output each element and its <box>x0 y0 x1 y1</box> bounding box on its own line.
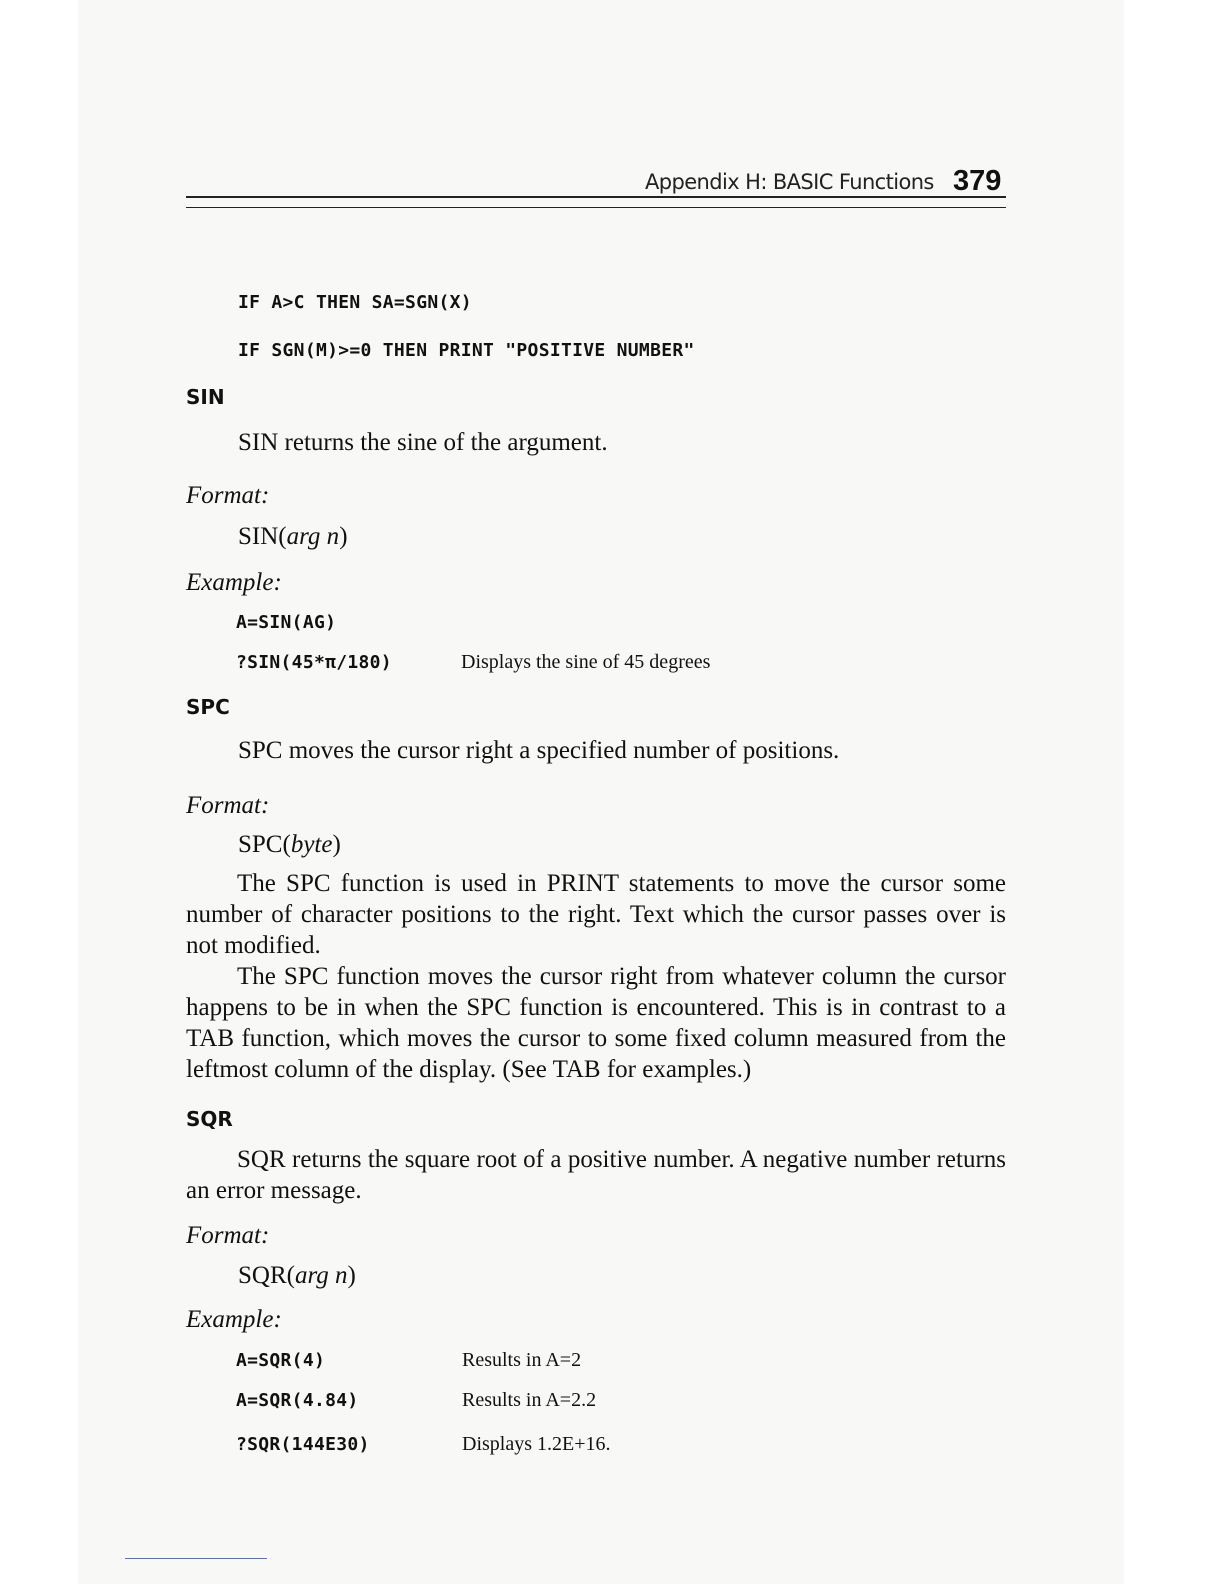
code-line: A=SIN(AG) <box>236 612 337 633</box>
spc-paragraph-2: The SPC function moves the cursor right from whatever column the cursor happens to be in when the SPC function is encountered. This is in contrast to a TAB function, which moves the cursor to some fixed column measured from the leftmost column of the display. (See TAB for examples.) <box>186 963 1006 1083</box>
running-header-title: Appendix H: BASIC Functions <box>645 170 934 194</box>
spc-description: SPC moves the cursor right a specified number of positions. <box>238 737 840 764</box>
format-argument: arg n <box>294 1262 348 1289</box>
format-argument: byte <box>290 831 333 858</box>
scan-artifact-line <box>125 1558 267 1559</box>
code-line: IF SGN(M)>=0 THEN PRINT "POSITIVE NUMBER" <box>238 340 695 361</box>
format-function-name: SPC <box>238 831 283 858</box>
sqr-format-syntax: SQR(arg n) <box>238 1262 356 1289</box>
spc-format-label: Format: <box>186 792 270 819</box>
example-note: Displays the sine of 45 degrees <box>461 651 711 673</box>
code-line: ?SIN(45*π/180) <box>236 652 392 673</box>
example-note: Displays 1.2E+16. <box>462 1433 611 1455</box>
header-rule-bottom <box>186 207 1006 208</box>
keyword-heading-sin: SIN <box>186 385 225 409</box>
format-function-name: SQR <box>238 1262 287 1289</box>
code-line: A=SQR(4) <box>236 1350 326 1371</box>
keyword-heading-sqr: SQR <box>186 1107 233 1131</box>
sqr-example-label: Example: <box>186 1306 282 1333</box>
format-argument: arg n <box>286 523 340 550</box>
code-line: ?SQR(144E30) <box>236 1434 370 1455</box>
spc-format-syntax: SPC(byte) <box>238 831 341 858</box>
sin-example-label: Example: <box>186 569 282 596</box>
spc-paragraph-1: The SPC function is used in PRINT statements to move the cursor some number of character positions to the right. Text which the cursor passes over is not modified. <box>186 870 1006 959</box>
example-note: Results in A=2 <box>462 1349 582 1371</box>
sin-description: SIN returns the sine of the argument. <box>238 429 608 456</box>
format-function-name: SIN <box>238 523 279 550</box>
code-line: IF A>C THEN SA=SGN(X) <box>238 292 472 313</box>
sin-format-label: Format: <box>186 482 270 509</box>
sqr-format-label: Format: <box>186 1222 270 1249</box>
header-rule-top <box>186 196 1006 198</box>
keyword-heading-spc: SPC <box>186 695 230 719</box>
page-number: 379 <box>953 165 1002 197</box>
code-line: A=SQR(4.84) <box>236 1390 359 1411</box>
example-note: Results in A=2.2 <box>462 1389 597 1411</box>
sqr-description: SQR returns the square root of a positive number. A negative number returns an error message. <box>186 1146 1006 1204</box>
sin-format-syntax: SIN(arg n) <box>238 523 348 550</box>
